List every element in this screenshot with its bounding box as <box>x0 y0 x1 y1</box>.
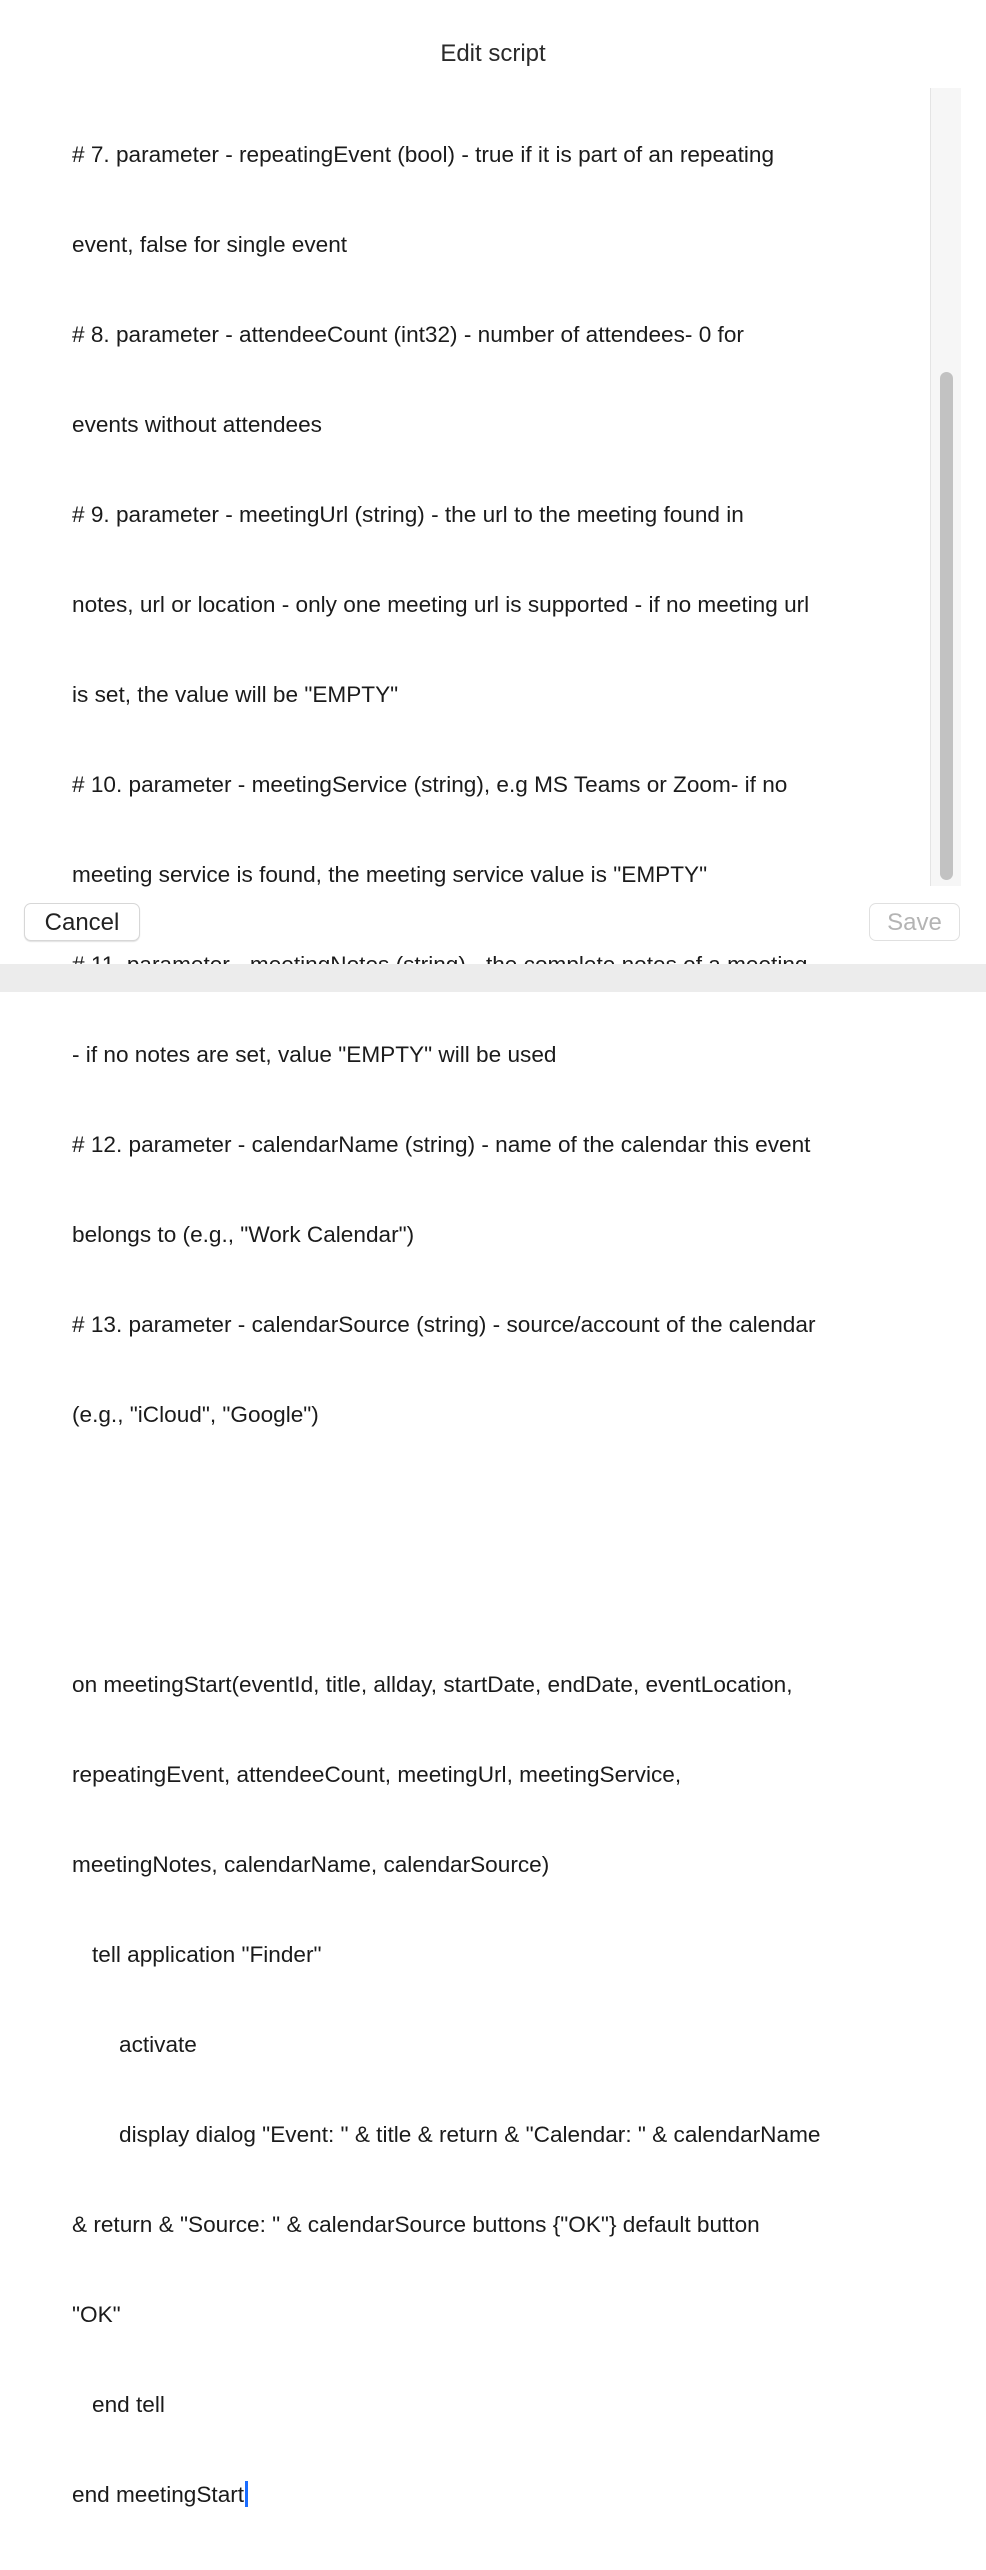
code-line: tell application "Finder" <box>92 1942 322 1967</box>
code-line: event, false for single event <box>72 232 348 257</box>
code-line: belongs to (e.g., "Work Calendar") <box>72 1222 415 1247</box>
code-line: repeatingEvent, attendeeCount, meetingUrl, meetingService, <box>72 1762 682 1787</box>
code-line: meetingNotes, calendarName, calendarSource) <box>72 1852 550 1877</box>
text-caret <box>245 2481 248 2507</box>
script-text[interactable] <box>72 80 922 2570</box>
code-line: activate <box>119 2032 197 2057</box>
code-line: display dialog "Event: " & title & return & "Calendar: " & calendarName <box>119 2122 821 2147</box>
code-line: # 7. parameter - repeatingEvent (bool) - true if it is part of an repeating <box>72 142 775 167</box>
window-bottom-edge <box>0 964 986 992</box>
save-button[interactable]: Save <box>869 903 960 941</box>
code-line: on meetingStart(eventId, title, allday, startDate, endDate, eventLocation, <box>72 1672 793 1697</box>
code-line <box>72 1490 922 1520</box>
code-line: events without attendees <box>72 412 322 437</box>
vertical-scrollbar[interactable] <box>930 88 961 886</box>
code-line: & return & "Source: " & calendarSource buttons {"OK"} default button <box>72 2212 760 2237</box>
code-line <box>72 1580 922 1610</box>
code-line: # 10. parameter - meetingService (string), e.g MS Teams or Zoom- if no <box>72 772 788 797</box>
code-line: notes, url or location - only one meeting url is supported - if no meeting url <box>72 592 810 617</box>
code-line: meeting service is found, the meeting service value is "EMPTY" <box>72 862 708 887</box>
code-line: "OK" <box>72 2302 121 2327</box>
code-line: # 12. parameter - calendarName (string) - name of the calendar this event <box>72 1132 811 1157</box>
code-line: (e.g., "iCloud", "Google") <box>72 1402 319 1427</box>
code-line: # 9. parameter - meetingUrl (string) - the url to the meeting found in <box>72 502 744 527</box>
dialog-title: Edit script <box>440 40 546 67</box>
code-line: # 8. parameter - attendeeCount (int32) - number of attendees- 0 for <box>72 322 744 347</box>
code-line: # 13. parameter - calendarSource (string) - source/account of the calendar <box>72 1312 816 1337</box>
cancel-button[interactable]: Cancel <box>24 903 140 941</box>
code-line: - if no notes are set, value "EMPTY" will be used <box>72 1042 557 1067</box>
code-line-last <box>72 2480 922 2510</box>
code-line-text: end meetingStart <box>72 2482 245 2507</box>
code-line: end tell <box>92 2392 165 2417</box>
scrollbar-thumb[interactable] <box>940 372 953 880</box>
code-line: is set, the value will be "EMPTY" <box>72 682 399 707</box>
